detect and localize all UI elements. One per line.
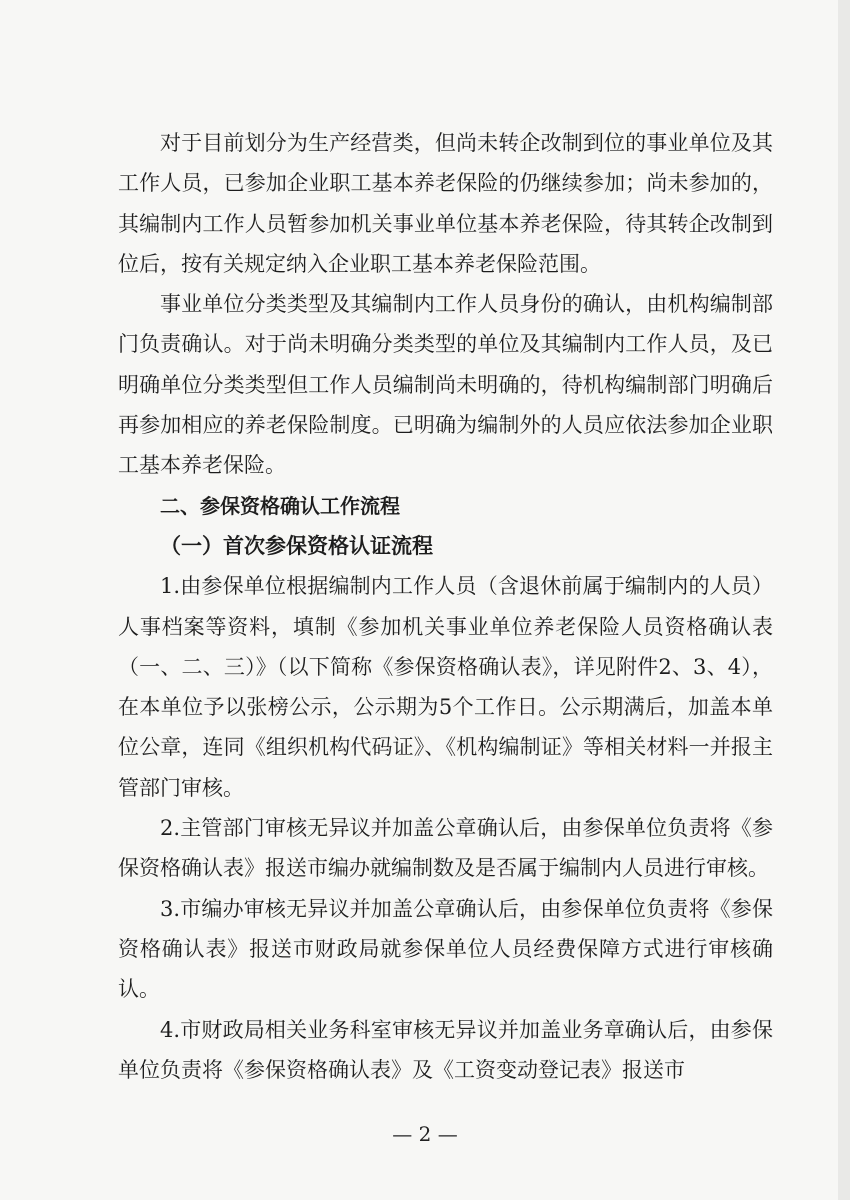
subsection-heading: （一）首次参保资格认证流程 — [160, 532, 433, 558]
step-2: 2.主管部门审核无异议并加盖公章确认后，由参保单位负责将《参保资格确认表》报送市编办就编制数及是否属于编制内人员进行审核。 — [118, 816, 773, 881]
page-number: — 2 — — [392, 1122, 458, 1146]
step-1: 1.由参保单位根据编制内工作人员（含退休前属于编制内的人员）人事档案等资料，填制《参加机关事业单位养老保险人员资格确认表（一、二、三）》（以下简称《参保资格确认表》，详见附件2、3、4），在本单位予以张榜公示，公示期为5个工作日。公示期满后，加盖本单位公章，连同《组织机构代码证》、《机构编制证》等相关材料一并报主管部门审核。 — [118, 574, 773, 800]
section-heading: 二、参保资格确认工作流程 — [160, 493, 400, 518]
paragraph-classification-confirmation: 事业单位分类类型及其编制内工作人员身份的确认，由机构编制部门负责确认。对于尚未明确分类类型的单位及其编制内工作人员，及已明确单位分类类型但工作人员编制尚未明确的，待机构编制部门明确后再参加相应的养老保险制度。已明确为编制外的人员应依法参加企业职工基本养老保险。 — [118, 292, 773, 478]
step-4: 4.市财政局相关业务科室审核无异议并加盖业务章确认后，由参保单位负责将《参保资格确认表》及《工资变动登记表》报送市 — [118, 1017, 773, 1082]
document-body — [118, 123, 773, 1090]
paragraph-production-units: 对于目前划分为生产经营类，但尚未转企改制到位的事业单位及其工作人员，已参加企业职工基本养老保险的仍继续参加；尚未参加的，其编制内工作人员暂参加机关事业单位基本养老保险，待其转企改制到位后，按有关规定纳入企业职工基本养老保险范围。 — [118, 131, 773, 276]
step-3: 3.市编办审核无异议并加盖公章确认后，由参保单位负责将《参保资格确认表》报送市财政局就参保单位人员经费保障方式进行审核确认。 — [118, 896, 773, 1002]
